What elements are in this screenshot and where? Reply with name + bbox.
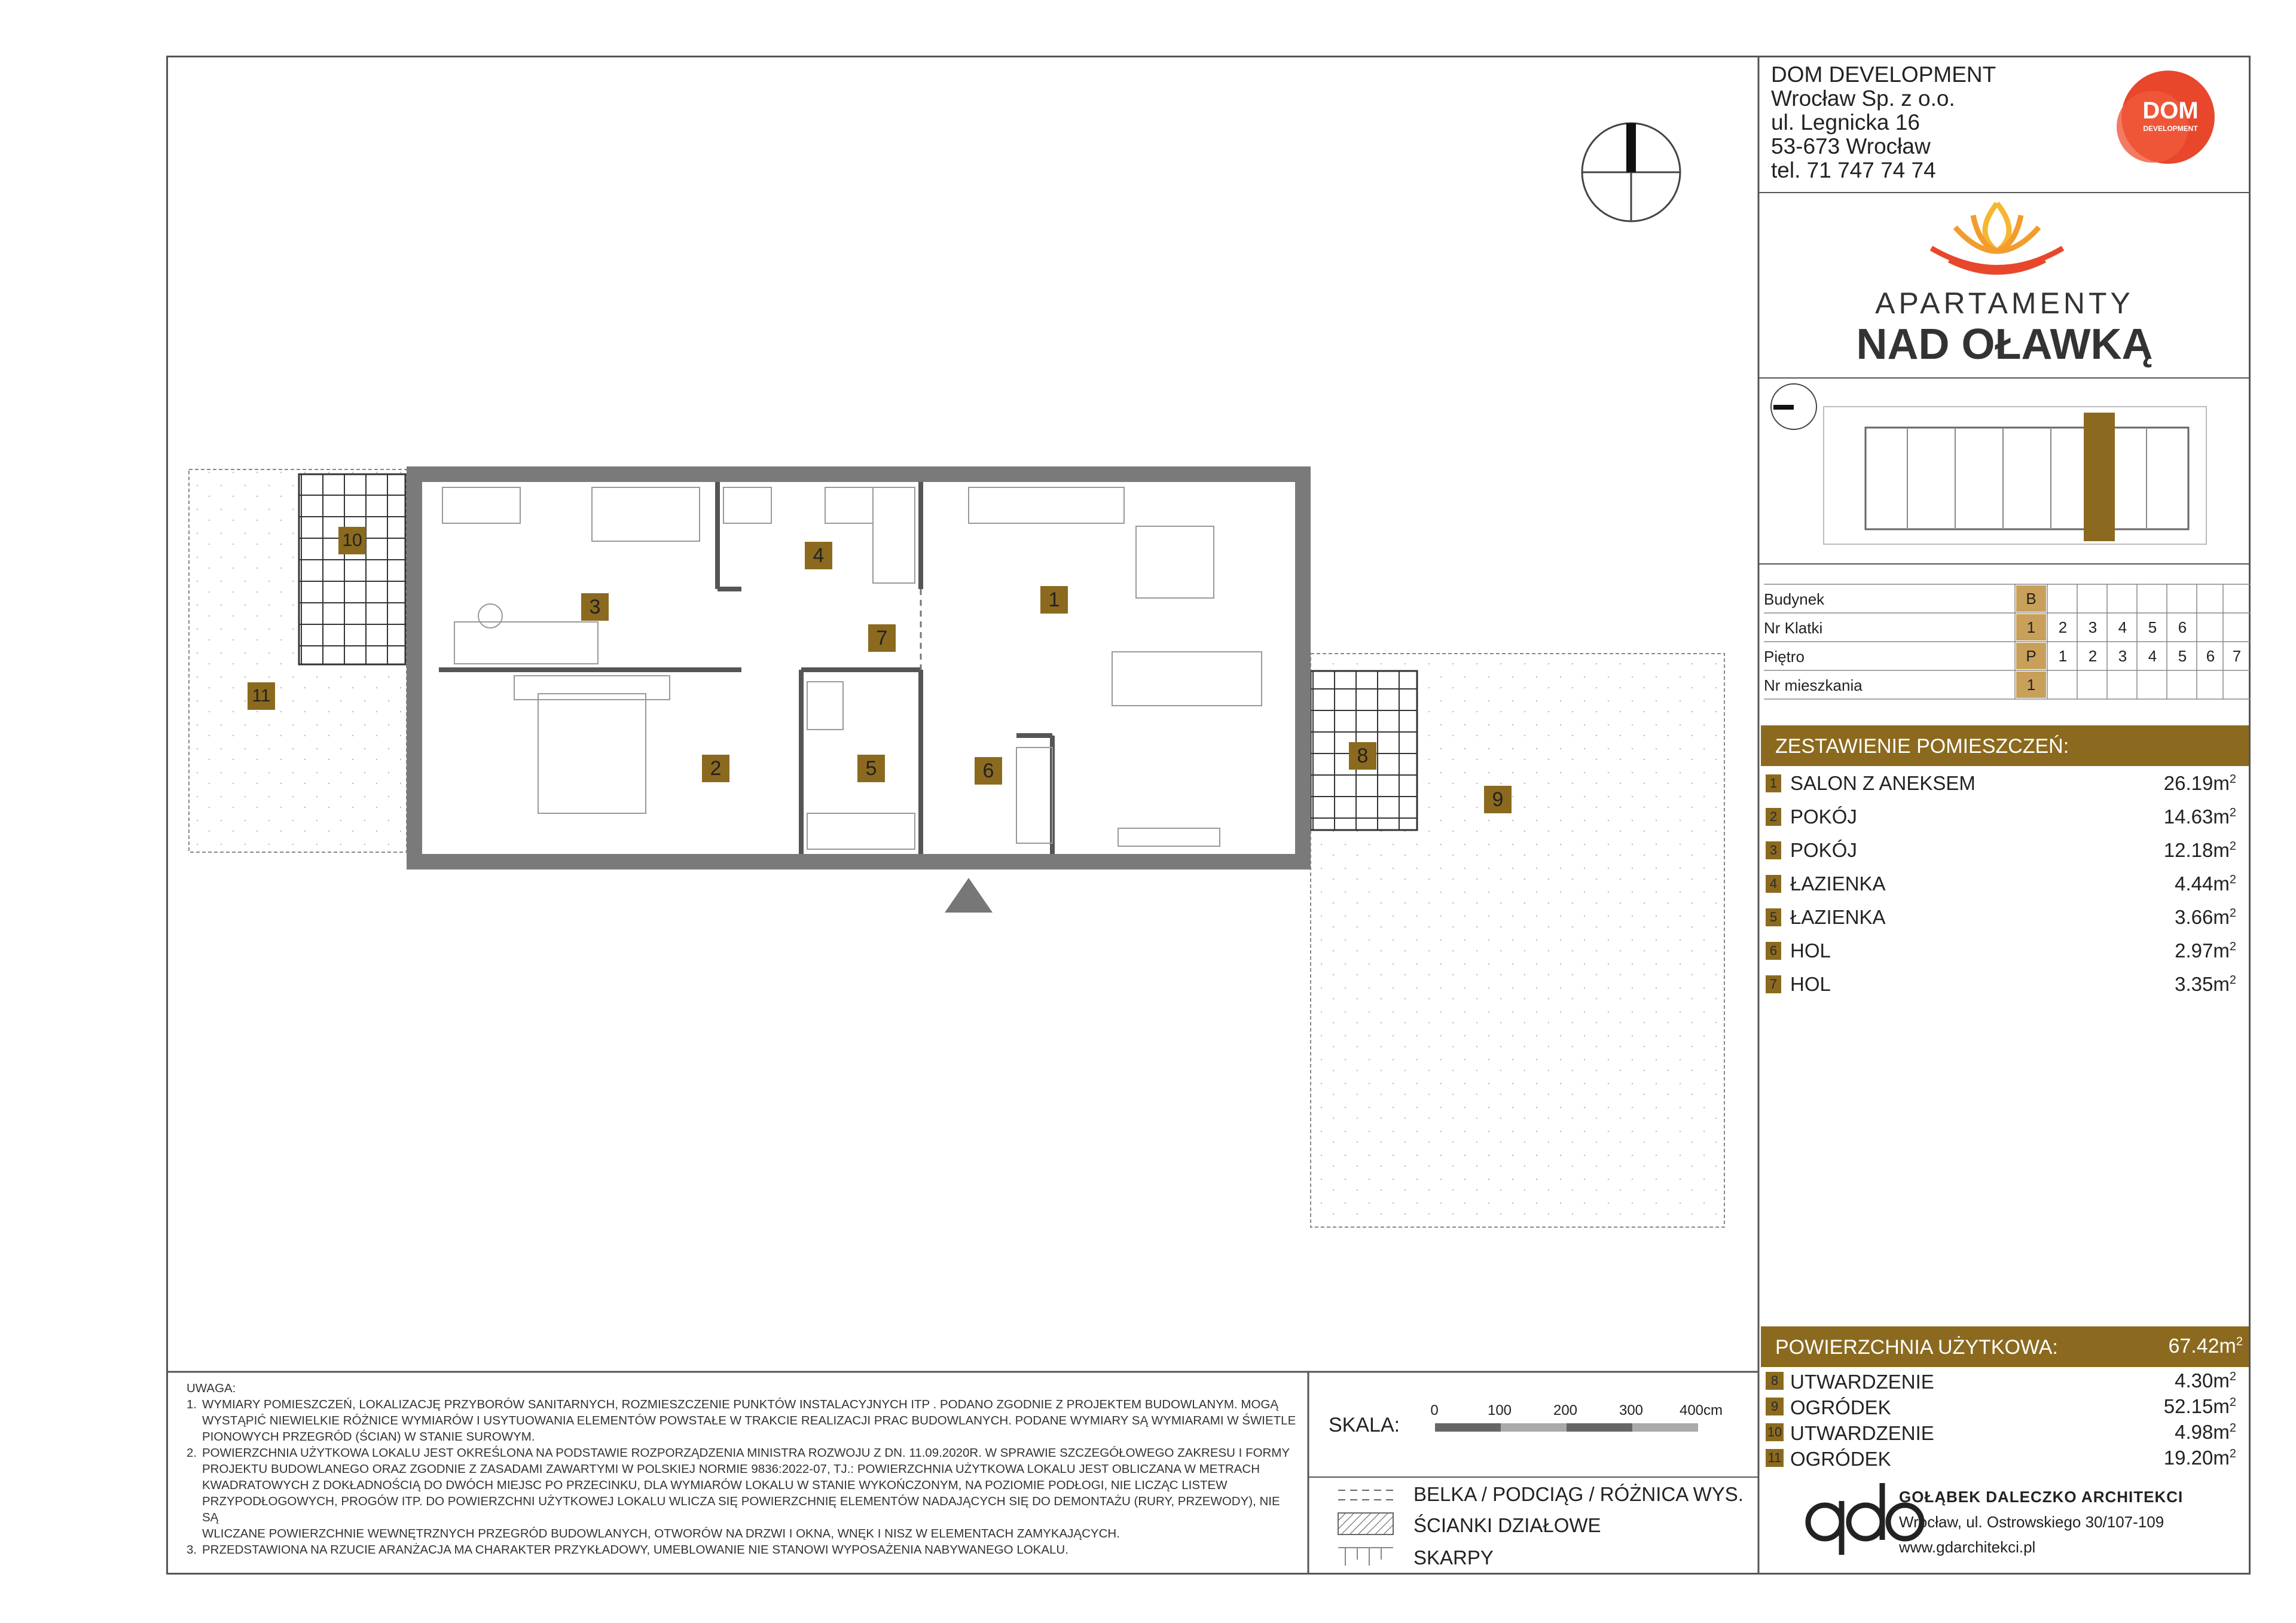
developer-city: 53-673 Wrocław [1771, 134, 1931, 158]
table-cell-klatka-3: 4 [2118, 618, 2127, 636]
entrance-marker [945, 878, 993, 913]
room-area: 14.63 [2163, 806, 2213, 828]
dashed-line-icon [1338, 1490, 1393, 1500]
extra-num: 10 [1766, 1423, 1784, 1441]
note-line: WYSTĄPIĆ NIEWIELKIE RÓŻNICE WYMIARÓW I USYTUOWANIA ELEMENTÓW POWSTAŁE W TRAKCIE REALIZACJI PRAC BUDOWLANYCH. PODANE WYMIARY SĄ WYMIARAMI W ŚWIETLE [202, 1414, 1296, 1427]
terrace-10 [299, 474, 405, 664]
extra-num: 11 [1766, 1449, 1784, 1467]
room-tag-7: 7 [868, 624, 896, 652]
room-row [1764, 968, 2242, 1002]
room-tag-2: 2 [702, 755, 729, 782]
developer-logo-text: DOM [2142, 97, 2199, 124]
room-row [1764, 767, 2242, 801]
usable-area-unit: m [2219, 1335, 2236, 1357]
extra-row [1764, 1420, 2242, 1446]
extra-row [1764, 1368, 2242, 1395]
room-tag-5: 5 [857, 755, 885, 782]
room-area: 3.35 [2175, 973, 2213, 995]
room-unit: m [2213, 872, 2230, 895]
room-tag-11: 11 [248, 682, 275, 710]
extra-unit-exp: 2 [2229, 1447, 2236, 1460]
extra-area: 4.30 [2175, 1369, 2213, 1392]
room-tag-9: 9 [1484, 786, 1512, 813]
project-title-line1: APARTAMENTY [1875, 286, 2134, 320]
usable-area-value: 67.42 [2168, 1335, 2219, 1357]
table-cell-pietro-7: 7 [2232, 647, 2242, 665]
table-cell-pietro-4: 4 [2148, 647, 2157, 665]
room-row [1764, 868, 2242, 901]
note-line: PIONOWYCH PRZEGRÓD (ŚCIAN) W STANIE SUROWYM. [202, 1430, 535, 1444]
developer-name: DOM DEVELOPMENT [1771, 62, 1996, 87]
extra-row [1764, 1445, 2242, 1472]
table-cell-pietro-5: 5 [2178, 647, 2187, 665]
table-cell-pietro-3: 3 [2118, 647, 2127, 665]
extra-name: OGRÓDEK [1790, 1448, 1891, 1470]
extra-area: 4.98 [2175, 1421, 2213, 1443]
room-name: POKÓJ [1790, 839, 1857, 861]
table-label-klatka: Nr Klatki [1764, 619, 1823, 637]
extra-unit-exp: 2 [2229, 1421, 2236, 1435]
room-num: 6 [1766, 942, 1781, 960]
room-name: HOL [1790, 973, 1831, 995]
room-num: 3 [1766, 841, 1781, 859]
note-item [187, 1542, 1299, 1558]
legend-beam-text: BELKA / PODCIĄG / RÓŻNICA WYS. [1413, 1483, 1744, 1505]
extra-unit: m [2213, 1421, 2230, 1443]
room-unit: m [2213, 906, 2230, 928]
lotus-logo-icon [1931, 203, 2063, 272]
room-tag-1: 1 [1040, 586, 1068, 614]
room-unit-exp: 2 [2229, 873, 2236, 886]
room-row [1764, 834, 2242, 868]
extra-area: 19.20 [2163, 1447, 2213, 1469]
extra-unit-exp: 2 [2229, 1370, 2236, 1383]
note-item [187, 1396, 1299, 1445]
room-num: 5 [1766, 908, 1781, 926]
developer-phone: tel. 71 747 74 74 [1771, 158, 1936, 182]
note-line: WYMIARY POMIESZCZEŃ, LOKALIZACJĘ PRZYBORÓW SANITARNYCH, ROZMIESZCZENIE PUNKTÓW INSTALACYJNYCH ITP . PODANO ZGODNIE Z PROJEKTEM BUDOWLANYM. MOGĄ [202, 1398, 1279, 1411]
interior-walls [439, 482, 1052, 854]
table-cell-pietro-6: 6 [2206, 647, 2215, 665]
note-line: WLICZANE POWIERZCHNIE WEWNĘTRZNYCH PRZEGRÓD BUDOWLANYCH, OTWORÓW NA DRZWI I OKNA, WNĘK I NISZ W ELEMENTACH ZAMYKAJĄCYCH. [202, 1527, 1120, 1540]
room-area: 26.19 [2163, 772, 2213, 794]
table-cell-klatka-1: 2 [2058, 618, 2068, 636]
note-line: PRZEDSTAWIONA NA RZUCIE ARANŻACJA MA CHARAKTER PRZYKŁADOWY, UMEBLOWANIE NIE STANOWI WYPOSAŻENIA NABYWANEGO LOKALU. [202, 1543, 1068, 1557]
extra-unit: m [2213, 1369, 2230, 1392]
note-line: POWIERZCHNIA UŻYTKOWA LOKALU JEST OKREŚLONA NA PODSTAWIE ROZPORZĄDZENIA MINISTRA ROZWOJU Z DN. 11.09.2020R. W SPRAWIE SZCZEGÓŁOWEGO ZAKRESU I FORMY [202, 1446, 1290, 1460]
room-unit: m [2213, 973, 2230, 995]
scale-tick: 100 [1487, 1402, 1512, 1418]
room-row [1764, 801, 2242, 834]
scale-tick: 0 [1430, 1402, 1439, 1418]
scale-tick: 300 [1619, 1402, 1644, 1418]
architect-name: GOŁĄBEK DALECZKO ARCHITEKCI [1899, 1488, 2184, 1506]
room-area: 12.18 [2163, 839, 2213, 861]
room-unit-exp: 2 [2229, 773, 2236, 786]
table-cell-klatka-0: 1 [2016, 614, 2046, 640]
table-label-mieszkanie: Nr mieszkania [1764, 676, 1863, 694]
compass-icon [1582, 123, 1680, 221]
room-tag-8: 8 [1349, 742, 1376, 770]
legend-wall-text: ŚCIANKI DZIAŁOWE [1413, 1514, 1601, 1536]
extra-num: 9 [1766, 1398, 1784, 1415]
scale-bar [1435, 1423, 1698, 1432]
room-area: 2.97 [2175, 939, 2213, 962]
room-unit-exp: 2 [2229, 806, 2236, 819]
usable-area-exp: 2 [2236, 1335, 2243, 1349]
room-tag-10: 10 [338, 527, 366, 554]
room-num: 7 [1766, 975, 1781, 993]
notes-title: UWAGA: [187, 1381, 236, 1395]
extra-unit: m [2213, 1395, 2230, 1417]
usable-area-label: POWIERZCHNIA UŻYTKOWA: [1775, 1336, 2058, 1359]
table-cell-mieszkanie-0: 1 [2016, 672, 2046, 698]
usable-area-bar [1761, 1326, 2249, 1367]
extra-name: UTWARDZENIE [1790, 1422, 1934, 1444]
room-num: 4 [1766, 875, 1781, 893]
extra-name: UTWARDZENIE [1790, 1371, 1934, 1393]
table-cell-klatka-2: 3 [2088, 618, 2097, 636]
room-unit: m [2213, 939, 2230, 962]
room-tag-6: 6 [975, 757, 1002, 785]
note-number: 1. [187, 1398, 197, 1411]
rooms-header: ZESTAWIENIE POMIESZCZEŃ: [1775, 735, 2069, 758]
extra-area: 52.15 [2163, 1395, 2213, 1417]
scale-tick: 400cm [1679, 1402, 1723, 1418]
table-cell-budynek-0: B [2016, 585, 2046, 612]
project-title-line2: NAD OŁAWKĄ [1856, 321, 2153, 368]
table-cell-pietro-1: 1 [2058, 647, 2068, 665]
room-row [1764, 935, 2242, 968]
room-name: HOL [1790, 939, 1831, 962]
room-tag-4: 4 [805, 542, 832, 569]
note-item [187, 1445, 1299, 1542]
table-label-budynek: Budynek [1764, 590, 1825, 608]
developer-logo-subtext: DEVELOPMENT [2143, 124, 2198, 133]
notes-block [187, 1380, 1299, 1558]
legend-slope-text: SKARPY [1413, 1546, 1494, 1569]
room-unit-exp: 2 [2229, 840, 2236, 853]
developer-street: ul. Legnicka 16 [1771, 110, 1920, 135]
extra-unit-exp: 2 [2229, 1396, 2236, 1409]
room-unit-exp: 2 [2229, 974, 2236, 987]
room-name: POKÓJ [1790, 806, 1857, 828]
developer-company: Wrocław Sp. z o.o. [1771, 86, 1955, 111]
room-area: 4.44 [2175, 872, 2213, 895]
note-line: KWADRATOWYCH Z DOKŁADNOŚCIĄ DO DWÓCH MIEJSC PO PRZECINKU, DLA WYMIARÓW LOKALU W STANIE WYKOŃCZONYM, NA POZIOMIE PODŁOGI, NIE LICZĄC LISTEW [202, 1478, 1228, 1492]
room-unit-exp: 2 [2229, 907, 2236, 920]
developer-info [1771, 63, 1996, 182]
extra-unit: m [2213, 1447, 2230, 1469]
table-cell-pietro-0: P [2016, 643, 2046, 669]
room-unit: m [2213, 772, 2230, 794]
note-number: 2. [187, 1446, 197, 1460]
note-line: PROJEKTU BUDOWLANEGO ORAZ ZGODNIE Z ZASADAMI ZAWARTYMI W POLSKIEJ NORMIE 9836:2022-07, TJ.: POWIERZCHNIA UŻYTKOWA LOKALU JEST OBLICZANA W METRACH [202, 1462, 1260, 1476]
key-plan [1771, 384, 2206, 544]
slope-icon [1338, 1548, 1393, 1566]
extra-num: 8 [1766, 1372, 1784, 1390]
table-cell-pietro-2: 2 [2088, 647, 2097, 665]
room-name: ŁAZIENKA [1790, 872, 1886, 895]
scale-tick: 200 [1553, 1402, 1578, 1418]
room-unit: m [2213, 839, 2230, 861]
extra-name: OGRÓDEK [1790, 1396, 1891, 1418]
room-tag-3: 3 [581, 593, 609, 621]
hatched-wall-icon [1338, 1513, 1393, 1534]
room-unit-exp: 2 [2229, 940, 2236, 953]
table-cell-klatka-5: 6 [2178, 618, 2187, 636]
table-cell-klatka-4: 5 [2148, 618, 2157, 636]
room-row [1764, 901, 2242, 935]
table-label-pietro: Piętro [1764, 648, 1805, 666]
architect-web: www.gdarchitekci.pl [1899, 1538, 2036, 1556]
room-num: 2 [1766, 808, 1781, 826]
room-name: SALON Z ANEKSEM [1790, 772, 1976, 794]
rooms-header-bar [1761, 725, 2249, 766]
room-unit: m [2213, 806, 2230, 828]
extra-row [1764, 1394, 2242, 1420]
room-area: 3.66 [2175, 906, 2213, 928]
scale-label: SKALA: [1329, 1414, 1400, 1436]
note-line: PRZYPODŁOGOWYCH, PROGÓW ITP. DO POWIERZCHNI UŻYTKOWEJ LOKALU WLICZA SIĘ POWIERZCHNIĘ ELEMENTÓW NADAJĄCYCH SIĘ DO DEMONTAŻU (RURY, PRZEWODY), NIE SĄ [202, 1494, 1280, 1524]
architect-address: Wrocław, ul. Ostrowskiego 30/107-109 [1899, 1513, 2164, 1531]
note-number: 3. [187, 1543, 197, 1557]
room-num: 1 [1766, 774, 1781, 792]
room-name: ŁAZIENKA [1790, 906, 1886, 928]
